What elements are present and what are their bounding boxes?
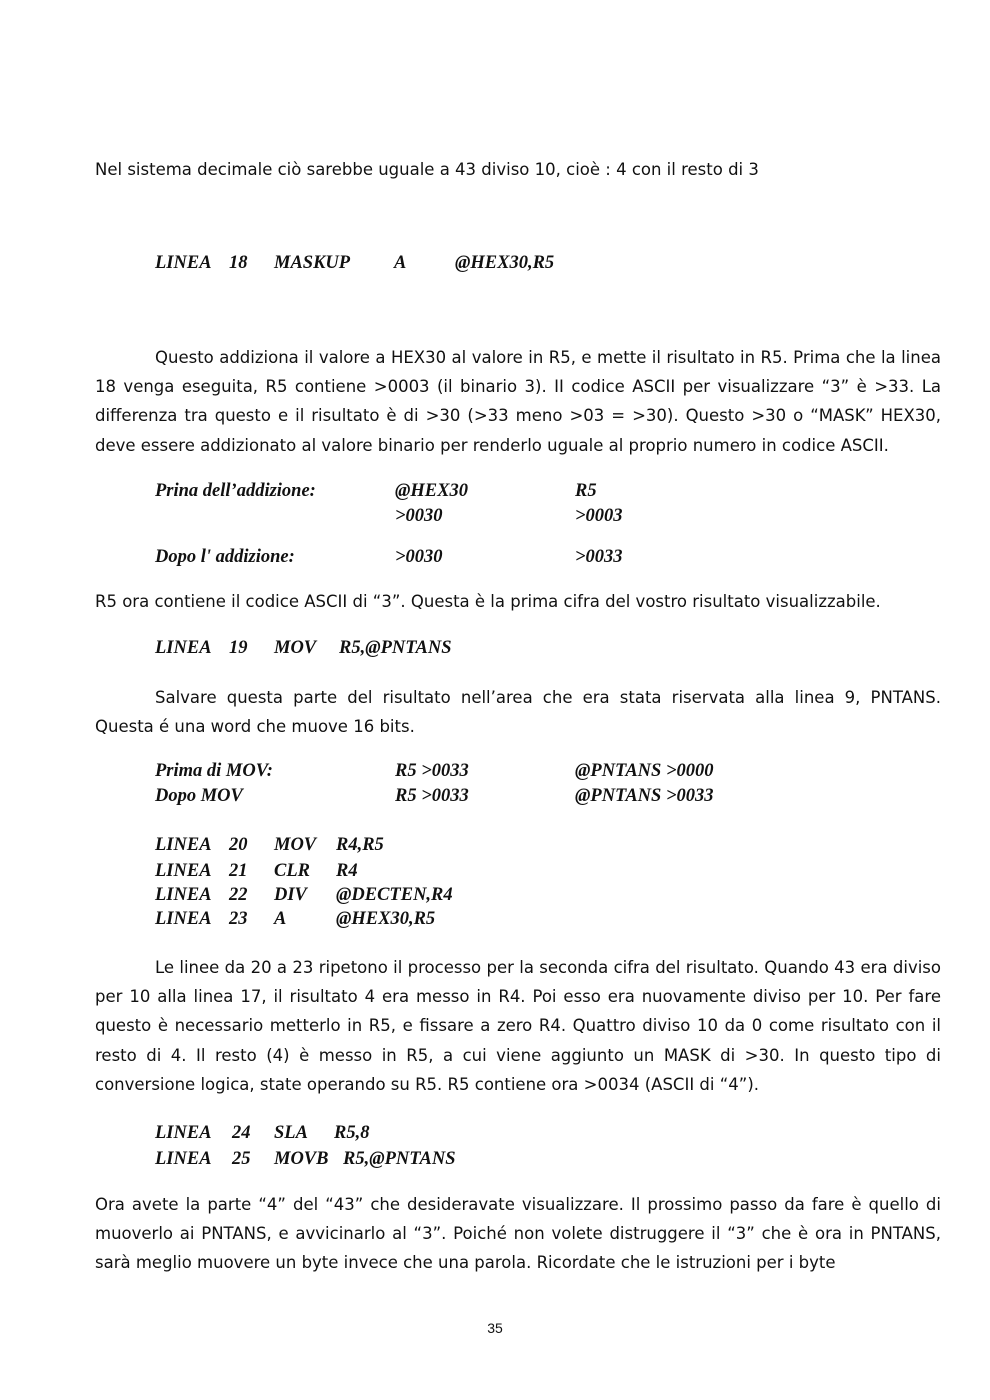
table-cell: Dopo l' addizione: bbox=[155, 547, 295, 567]
table-cell: >0033 bbox=[575, 547, 623, 567]
table-cell: Dopo MOV bbox=[155, 786, 243, 806]
table-cell: >0030 bbox=[395, 547, 443, 567]
code-line-number: 20 bbox=[229, 835, 248, 855]
code-operand: R4,R5 bbox=[336, 835, 384, 855]
table-cell: @PNTANS >0000 bbox=[575, 761, 714, 781]
after-table-text: R5 ora contiene il codice ASCII di “3”. Questa è la prima cifra del vostro risultato visualizzabile. bbox=[95, 592, 881, 611]
table-cell: Prima di MOV: bbox=[155, 761, 273, 781]
code-line-number: 25 bbox=[232, 1149, 251, 1169]
paragraph-1-text: Questo addiziona il valore a HEX30 al valore in R5, e mette il risultato in R5. Prima che la linea 18 venga eseguita, R5 contiene >0003 (il binario 3). II codice ASCII per visualizzare “3” è >33. La differenza tra questo e il risultato è di >30 (>33 meno >03 = >30). Questo >30 o “MASK” HEX30, deve essere addizionato al valore binario per renderlo uguale al proprio numero in codice ASCII. bbox=[95, 348, 941, 455]
code-line-number: 19 bbox=[229, 638, 248, 658]
code-line-number: 22 bbox=[229, 885, 248, 905]
code-line-number: 23 bbox=[229, 909, 248, 929]
table-cell: @PNTANS >0033 bbox=[575, 786, 714, 806]
paragraph-3-text: Le linee da 20 a 23 ripetono il processo per la seconda cifra del risultato. Quando 43 era diviso per 10 alla linea 17, il risultato 4 era messo in R4. Poi esso era nuovamente diviso per 10. Per fare questo è necessario metterlo in R5, e fissare a zero R4. Quattro diviso 10 da 0 come risultato con il resto di 4. Il resto (4) è messo in R5, a cui viene aggiunto un MASK di >30. In questo tipo di conversione logica, state operando su R5. R5 contiene ora >0034 (ASCII di “4”). bbox=[95, 958, 941, 1094]
code-operand: @HEX30,R5 bbox=[336, 909, 436, 929]
code-operand: R5,8 bbox=[334, 1123, 370, 1143]
code-keyword: LINEA bbox=[155, 638, 212, 658]
code-opcode: A bbox=[394, 253, 407, 273]
paragraph-2-text: Salvare questa parte del risultato nell’area che era stata riservata alla linea 9, PNTANS. Questa é una word che muove 16 bits. bbox=[95, 688, 941, 737]
code-keyword: LINEA bbox=[155, 253, 212, 273]
paragraph-3 bbox=[95, 953, 941, 1099]
table-cell: >0003 bbox=[575, 506, 623, 526]
code-keyword: LINEA bbox=[155, 1123, 212, 1143]
paragraph-4-text: Ora avete la parte “4” del “43” che desideravate visualizzare. Il prossimo passo da fare è quello di muoverlo ai PNTANS, e avvicinarlo al “3”. Poiché non volete distruggere il “3” che è ora in PNTANS, sarà meglio muovere un byte invece che una parola. Ricordate che le istruzioni per i byte bbox=[95, 1195, 941, 1273]
paragraph-1 bbox=[95, 343, 941, 460]
page-number: 35 bbox=[487, 1320, 503, 1336]
code-line-number: 21 bbox=[229, 861, 248, 881]
code-line-number: 24 bbox=[232, 1123, 251, 1143]
intro-text: Nel sistema decimale ciò sarebbe uguale a 43 diviso 10, cioè : 4 con il resto di 3 bbox=[95, 160, 759, 179]
code-keyword: LINEA bbox=[155, 861, 212, 881]
code-operand: @HEX30,R5 bbox=[455, 253, 555, 273]
code-operand: R5,@PNTANS bbox=[339, 638, 452, 658]
code-opcode: MOV bbox=[274, 835, 317, 855]
code-operand: @DECTEN,R4 bbox=[336, 885, 453, 905]
table-cell: Prina dell’addizione: bbox=[155, 481, 316, 501]
table-cell: R5 bbox=[575, 481, 597, 501]
code-opcode: MOVB bbox=[274, 1149, 329, 1169]
code-operand: R4 bbox=[336, 861, 358, 881]
code-keyword: LINEA bbox=[155, 835, 212, 855]
code-label: MASKUP bbox=[274, 253, 351, 273]
code-opcode: CLR bbox=[274, 861, 310, 881]
table-cell: @HEX30 bbox=[395, 481, 468, 501]
code-keyword: LINEA bbox=[155, 1149, 212, 1169]
code-opcode: MOV bbox=[274, 638, 317, 658]
code-opcode: SLA bbox=[274, 1123, 308, 1143]
code-keyword: LINEA bbox=[155, 885, 212, 905]
code-line-number: 18 bbox=[229, 253, 248, 273]
code-opcode: DIV bbox=[274, 885, 307, 905]
table-cell: R5 >0033 bbox=[395, 761, 469, 781]
code-opcode: A bbox=[274, 909, 287, 929]
code-operand: R5,@PNTANS bbox=[343, 1149, 456, 1169]
paragraph-4 bbox=[95, 1190, 941, 1278]
table-cell: >0030 bbox=[395, 506, 443, 526]
code-keyword: LINEA bbox=[155, 909, 212, 929]
table-cell: R5 >0033 bbox=[395, 786, 469, 806]
paragraph-2 bbox=[95, 683, 941, 741]
